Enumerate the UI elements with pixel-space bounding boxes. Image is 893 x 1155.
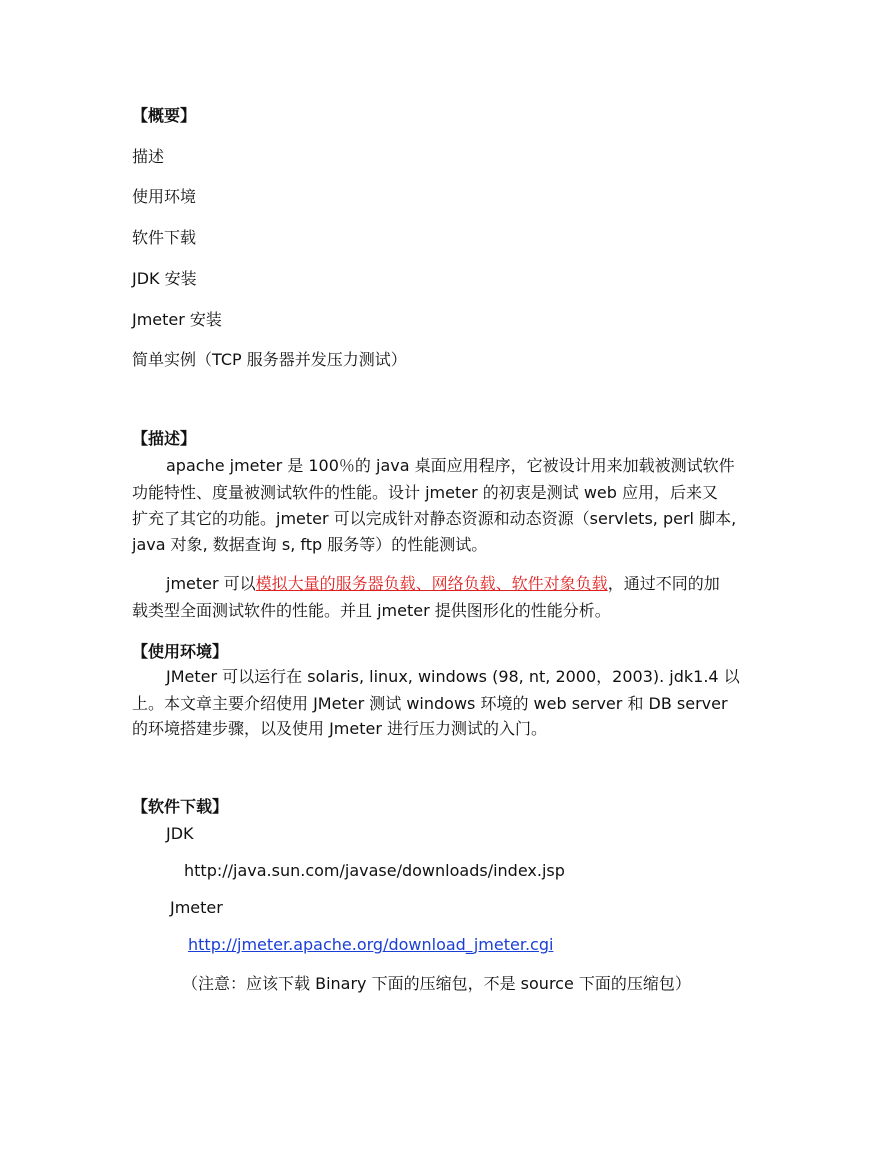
download-note: （注意：应该下载 Binary 下面的压缩包，不是 source 下面的压缩包）	[182, 974, 691, 993]
toc-item-environment: 使用环境	[132, 187, 197, 206]
env-line-3: 的环境搭建步骤，以及使用 Jmeter 进行压力测试的入门。	[132, 719, 548, 738]
describe-para2-line-1	[166, 574, 720, 594]
download-jmeter-label: Jmeter	[170, 898, 223, 917]
describe-highlight: 模拟大量的服务器负载、网络负载、软件对象负载	[255, 574, 608, 593]
describe-line-2: 功能特性、度量被测试软件的性能。设计 jmeter 的初衷是测试 web 应用，后来又	[132, 483, 719, 502]
jmeter-download-link[interactable]: http://jmeter.apache.org/download_jmeter.cgi	[188, 935, 554, 954]
describe-para2-line-2: 载类型全面测试软件的性能。并且 jmeter 提供图形化的性能分析。	[132, 601, 611, 620]
describe-line-3: 扩充了其它的功能。jmeter 可以完成针对静态资源和动态资源（servlets, perl 脚本,	[132, 509, 737, 528]
download-title: 【软件下载】	[132, 797, 229, 816]
env-line-1: JMeter 可以运行在 solaris, linux, windows (98, nt, 2000，2003). jdk1.4 以	[166, 667, 740, 686]
describe-line-4: java 对象, 数据查询 s, ftp 服务等）的性能测试。	[132, 535, 488, 554]
toc-item-jdk-install: JDK 安装	[132, 269, 197, 288]
download-jdk-url: http://java.sun.com/javase/downloads/index.jsp	[184, 861, 565, 880]
toc-item-jmeter-install: Jmeter 安装	[132, 310, 222, 329]
env-line-2: 上。本文章主要介绍使用 JMeter 测试 windows 环境的 web server 和 DB server	[132, 694, 728, 713]
download-jdk-label: JDK	[166, 824, 194, 843]
toc-title: 【概要】	[132, 106, 197, 125]
describe-title: 【描述】	[132, 429, 197, 448]
describe-para2-after: ，通过不同的加	[607, 574, 720, 593]
toc-item-download: 软件下载	[132, 228, 197, 247]
toc-item-example: 简单实例（TCP 服务器并发压力测试）	[132, 350, 407, 369]
describe-line-1: apache jmeter 是 100％的 java 桌面应用程序，它被设计用来加载被测试软件	[166, 456, 735, 475]
toc-item-describe: 描述	[132, 147, 165, 166]
describe-para2-before: jmeter 可以	[166, 574, 256, 593]
env-title: 【使用环境】	[132, 642, 229, 661]
download-jmeter-url-line	[188, 935, 553, 955]
